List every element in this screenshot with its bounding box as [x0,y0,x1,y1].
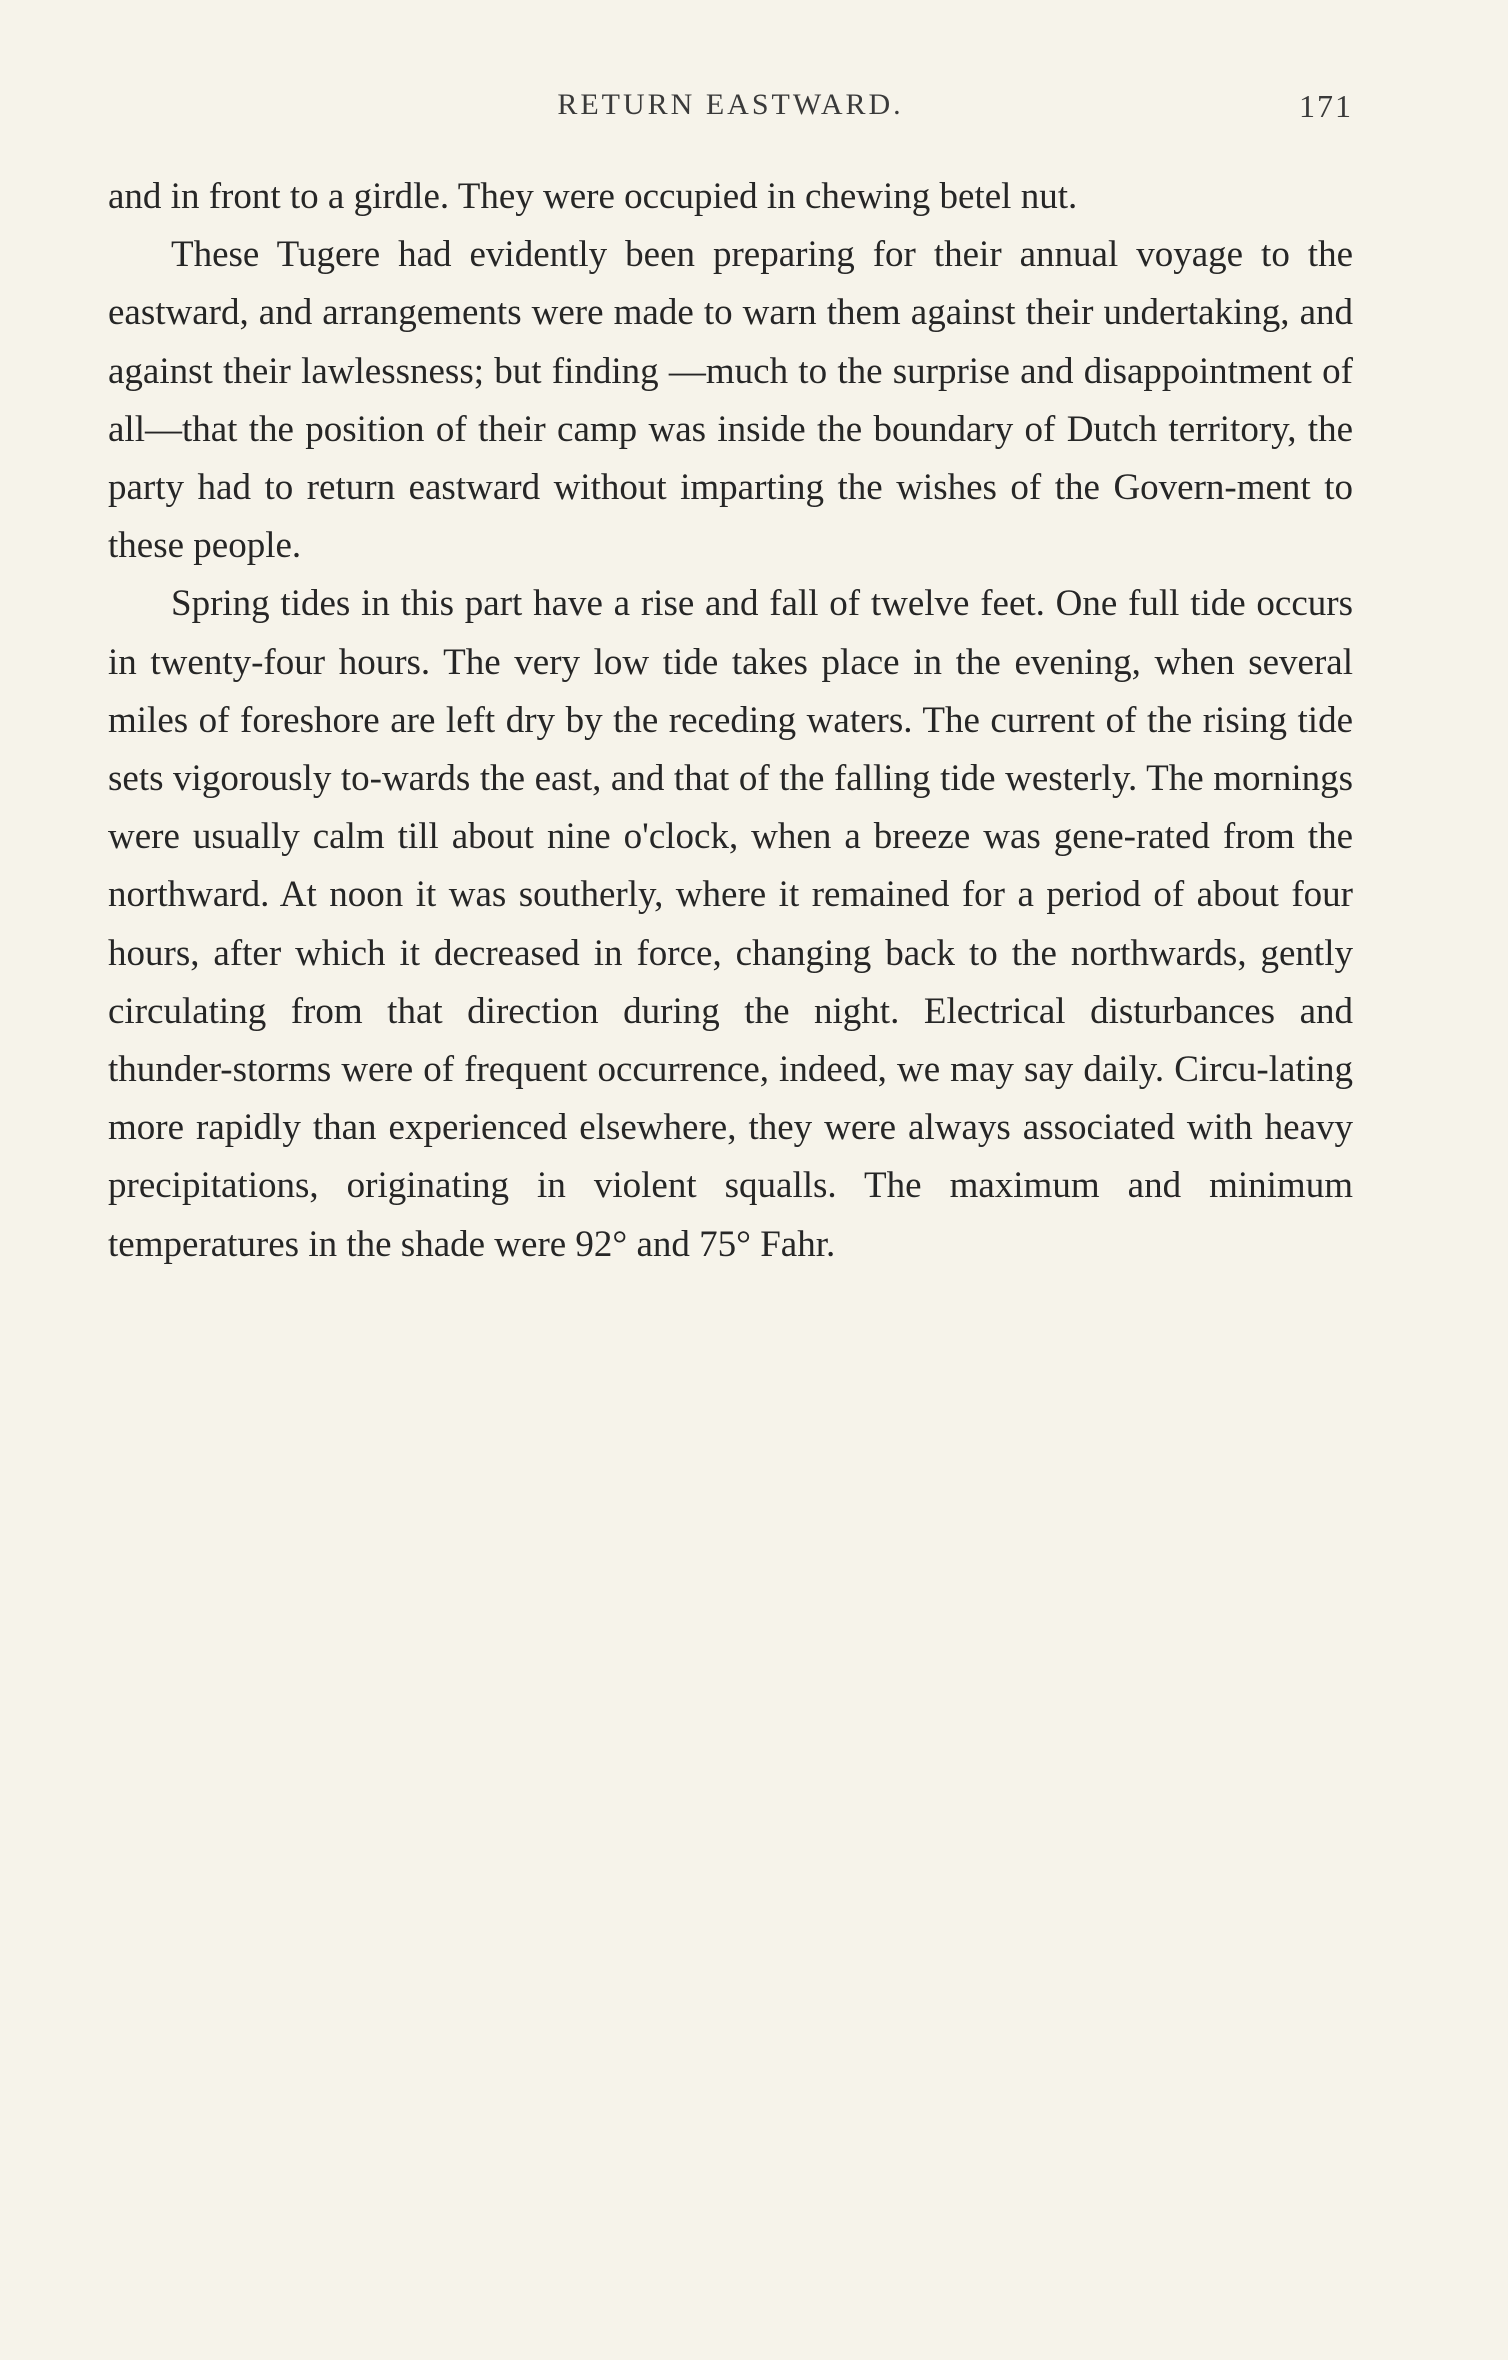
page-header [108,88,1353,138]
body-text [108,168,1353,1274]
running-title: RETURN EASTWARD. [557,88,904,121]
page-number: 171 [1299,88,1353,124]
paragraph-continuation: and in front to a girdle. They were occupied in chewing betel nut. [108,176,1078,217]
paragraph-tides-weather: Spring tides in this part have a rise and fall of twelve feet. One full tide occurs in twenty-four hours. The very low tide takes place in the evening, when several miles of foreshore are left dry by the receding waters. The current of the rising tide sets vigorously to-wards the east, and that of the falling tide westerly. The mornings were usually calm till about nine o'clock, when a breeze was gene-rated from the northward. At noon it was southerly, where it remained for a period of about four hours, after which it decreased in force, changing back to the northwards, gently circulating from that direction during the night. Electrical disturbances and thunder-storms were of frequent occurrence, indeed, we may say daily. Circu-lating more rapidly than experienced elsewhere, they were always associated with heavy precipitations, originating in violent squalls. The maximum and minimum temperatures in the shade were 92° and 75° Fahr. [108,583,1353,1265]
paragraph-tugere: These Tugere had evidently been preparing for their annual voyage to the eastward, and arrangements were made to warn them against their undertaking, and against their lawlessness; but finding —much to the surprise and disappointment of all—that the position of their camp was inside the boundary of Dutch territory, the party had to return eastward without imparting the wishes of the Govern-ment to these people. [108,234,1353,567]
